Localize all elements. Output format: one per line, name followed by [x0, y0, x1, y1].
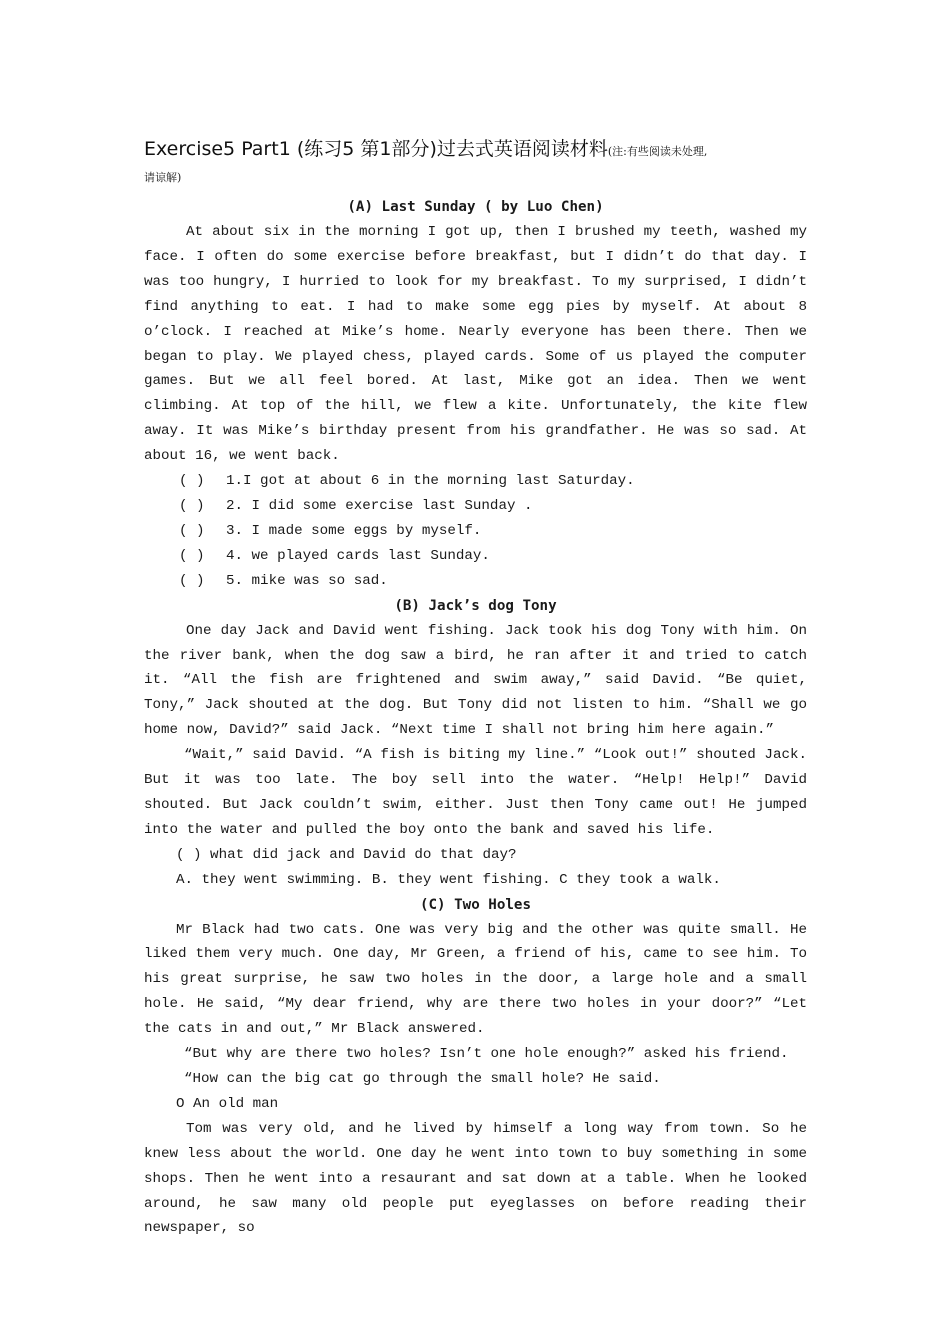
section-b-question: ( ) what did jack and David do that day? — [176, 846, 517, 863]
title-note-continued: 请谅解) — [144, 171, 182, 184]
answer-blank[interactable]: ( ) — [179, 473, 205, 490]
answer-blank[interactable]: ( ) — [179, 522, 205, 539]
question-text: 2. I did some exercise last Sunday . — [226, 497, 533, 514]
answer-blank[interactable]: ( ) — [179, 497, 205, 514]
section-c-paragraph-2: “But why are there two holes? Isn’t one hole enough?” asked his friend. — [184, 1046, 789, 1063]
section-d-paragraph: Tom was very old, and he lived by himself a long way from town. So he knew less about the world. One day he went into town to buy something in some shops. Then he went into a resaurant and sat down at a table. When he looked around, he saw many old people put eyeglasses on before reading their newspaper, so — [144, 1120, 807, 1237]
question-text: 3. I made some eggs by myself. — [226, 522, 482, 539]
title-main: Exercise5 Part1 (练习5 第1部分)过去式英语阅读材料 — [144, 138, 608, 160]
answer-blank[interactable]: ( ) — [179, 547, 205, 564]
question-text: 5. mike was so sad. — [226, 572, 388, 589]
question-item — [144, 544, 807, 569]
section-b-heading: (B) Jack’s dog Tony — [394, 597, 557, 614]
section-c-paragraph-3: “How can the big cat go through the small hole? He said. — [184, 1071, 661, 1087]
section-c-heading: (C) Two Holes — [419, 896, 532, 913]
section-a-heading: (A) Last Sunday ( by Luo Chen) — [347, 199, 604, 215]
section-a-paragraph: At about six in the morning I got up, then I brushed my teeth, washed my face. I often do some exercise before breakfast, but I didn’t do that day. I was too hungry, I hurried to look for my breakfast. To my surprised, I didn’t find anything to eat. I had to make some egg pies by myself. At about 8 o’clock. I reached at Mike’s home. Nearly everyone has been there. Then we began to play. We played chess, played cards. Some of us played the computer games. But we all feel bored. At last, Mike got an idea. Then we went climbing. At top of the hill, we flew a kite. Unfortunately, the kite flew away. It was Mike’s birthday present from his grandfather. He was so sad. At about 16, we went back. — [144, 224, 807, 465]
section-b-options: A. they went swimming. B. they went fishing. C they took a walk. — [176, 871, 721, 888]
title-note: (注:有些阅读未处理, — [607, 145, 708, 158]
document-page — [144, 134, 807, 1241]
section-c-paragraph-1: Mr Black had two cats. One was very big and the other was quite small. He liked them very much. One day, Mr Green, a friend of his, came to see him. To his great surprise, he saw two holes in the door, a large hole and a small hole. He said, “My dear friend, why are there two holes in your door?” “Let the cats in and out,” Mr Black answered. — [144, 921, 807, 1038]
question-item — [144, 519, 807, 544]
question-item — [144, 494, 807, 519]
section-b-paragraph-1: One day Jack and David went fishing. Jack took his dog Tony with him. On the river bank, when the dog saw a bird, he ran after it and tried to catch it. “All the fish are frightened and swim away,” said David. “Be quiet, Tony,” Jack shouted at the dog. But Tony did not listen to him. “Shall we go home now, David?” said Jack. “Next time I shall not bring him here again.” — [144, 622, 807, 739]
document-title — [144, 134, 807, 167]
answer-blank[interactable]: ( ) — [179, 572, 205, 589]
question-item — [144, 469, 807, 494]
section-b-paragraph-2: “Wait,” said David. “A fish is biting my line.” “Look out!” shouted Jack. But it was too late. The boy sell into the water. “Help! Help!” David shouted. But Jack couldn’t swim, either. Just then Tony came out! He jumped into the water and pulled the boy onto the bank and saved his life. — [144, 747, 807, 838]
section-d-heading: O An old man — [176, 1095, 279, 1112]
question-text: 4. we played cards last Sunday. — [226, 547, 490, 564]
question-item — [144, 569, 807, 594]
question-text: 1.I got at about 6 in the morning last Saturday. — [226, 473, 635, 490]
